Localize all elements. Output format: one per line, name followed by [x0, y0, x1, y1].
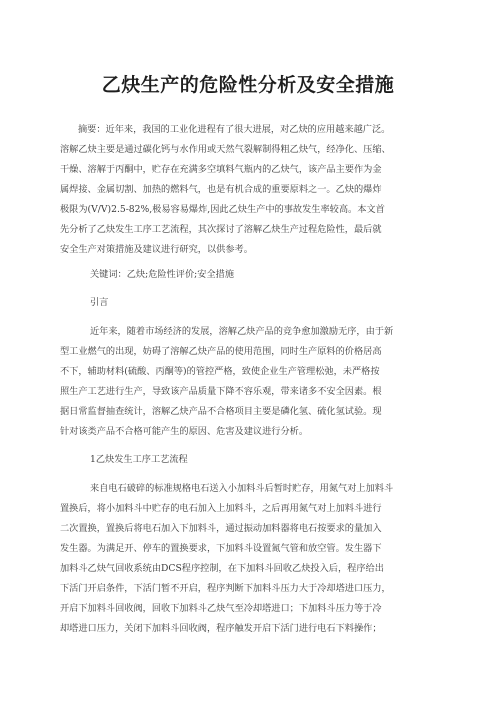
abstract-line: 极限为(V/V)2.5-82%,极易容易爆炸,因此乙炔生产中的事故发生率较高。本文首: [60, 204, 385, 215]
abstract-line: 摘要：近年来，我国的工业化进程有了很大进展，对乙炔的应用越来越广泛。: [78, 124, 391, 135]
abstract-line: 属焊接、金属切割、加热的燃料气，也是有机合成的重要原料之一。乙炔的爆炸: [60, 184, 382, 195]
section1-line: 置换后，将小加料斗中贮存的电石加入上加料斗，之后再用氮气对上加料斗进行: [60, 503, 382, 514]
intro-line: 型工业燃气的出现，妨碍了溶解乙炔产品的使用范围，同时生产原料的价格居高: [60, 346, 382, 357]
intro-line: 近年来，随着市场经济的发展，溶解乙炔产品的竞争愈加激励无序，由于新: [90, 326, 394, 337]
abstract-line: 溶解乙炔主要是通过碳化钙与水作用或天然气裂解制得粗乙炔气，经净化、压缩、: [60, 144, 391, 155]
abstract-line: 干燥、溶解于丙酮中，贮存在充满多空填料气瓶内的乙炔气，该产品主要作为金: [60, 164, 382, 175]
section1-line: 下活门开启条件，下活门暂不开启，程序判断下加料斗压力大于冷却塔进口压力，: [60, 583, 391, 594]
intro-paragraph: [60, 322, 436, 442]
section1-line: 发生器。为满足开、停车的置换要求，下加料斗设置氮气管和放空管。发生器下: [60, 543, 382, 554]
section1-line: 来自电石破碎的标准规格电石送入小加料斗后暂时贮存，用氮气对上加料斗: [90, 483, 394, 494]
intro-line: 不下，辅助材料(硫酸、丙酮等)的管控严格，致使企业生产管理松弛，未严格按: [60, 366, 380, 377]
intro-line: 针对该类产品不合格可能产生的原因、危害及建议进行分析。: [60, 426, 309, 437]
abstract-paragraph: [60, 120, 436, 260]
section-heading-1: 1乙炔发生工序工艺流程: [90, 454, 188, 465]
keywords: 关键词：乙炔;危险性评价;安全措施: [90, 269, 235, 280]
intro-line: 据日常监督抽查统计，溶解乙炔产品不合格项目主要是磷化氢、硫化氢试验。现: [60, 406, 382, 417]
section1-line: 二次置换，置换后将电石加入下加料斗，通过振动加料器将电石按要求的量加入: [60, 523, 382, 534]
section1-line: 却塔进口压力，关闭下加料斗回收阀，程序触发开启下活门进行电石下料操作；: [60, 623, 382, 634]
document-title: 乙炔生产的危险性分析及安全措施: [101, 74, 395, 96]
section1-paragraph: [60, 479, 436, 639]
abstract-line: 安全生产对策措施及建议进行研究，以供参考。: [60, 244, 253, 255]
section-heading-intro: 引言: [90, 297, 109, 308]
intro-line: 照生产工艺进行生产，导致该产品质量下降不容乐观，带来诸多不安全因素。根: [60, 386, 382, 397]
abstract-line: 先分析了乙炔发生工序工艺流程，其次探讨了溶解乙炔生产过程危险性，最后就: [60, 224, 382, 235]
section1-line: 开启下加料斗回收阀，回收下加料斗乙炔气至冷却塔进口；下加料斗压力等于冷: [60, 603, 382, 614]
section1-line: 加料斗乙炔气回收系统由DCS程序控制，在下加料斗回收乙炔投入后，程序给出: [60, 563, 384, 574]
